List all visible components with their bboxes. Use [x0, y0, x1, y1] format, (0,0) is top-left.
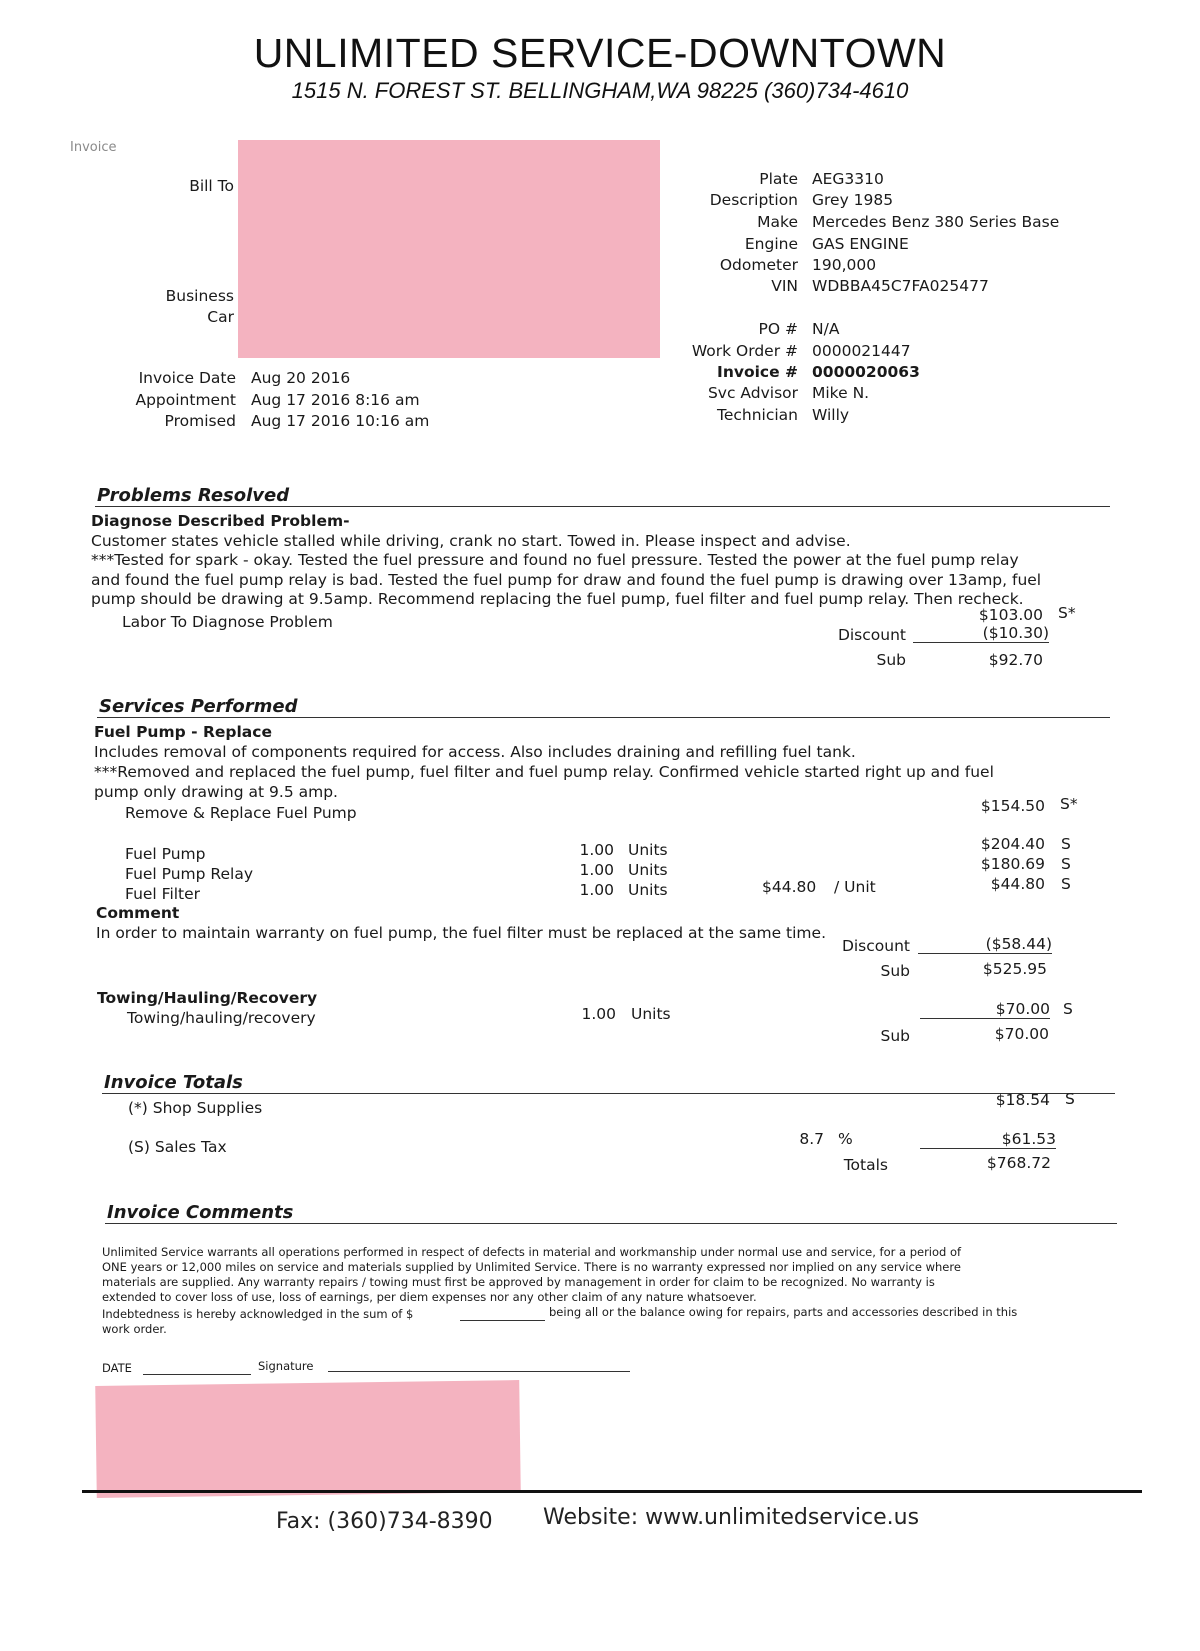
problems-item-title: Diagnose Described Problem-	[91, 512, 350, 530]
problems-rule	[95, 506, 1110, 507]
car-label: Car	[207, 308, 234, 326]
part-unit-price: $44.80	[762, 878, 817, 896]
comments-title: Invoice Comments	[107, 1202, 294, 1223]
part-units: Units	[628, 881, 668, 899]
indebtedness-amount-blank[interactable]	[460, 1320, 545, 1321]
services-item-title: Fuel Pump - Replace	[94, 723, 272, 741]
towing-sub: $70.00	[994, 1025, 1049, 1043]
footer-website[interactable]: Website: www.unlimitedservice.us	[543, 1505, 920, 1530]
technician-value: Willy	[812, 406, 850, 424]
signature-field[interactable]	[328, 1371, 630, 1372]
sales-tax-label: (S) Sales Tax	[128, 1138, 227, 1156]
comments-rule	[105, 1223, 1117, 1224]
plate-value: AEG3310	[812, 170, 884, 188]
part-name: Fuel Pump Relay	[125, 865, 254, 883]
problems-labor-amount: $103.00	[978, 606, 1043, 624]
part-code: S	[1061, 835, 1071, 853]
promised-value: Aug 17 2016 10:16 am	[251, 412, 430, 430]
part-code: S	[1061, 875, 1071, 893]
part-amount: $180.69	[980, 855, 1045, 873]
services-discount: ($58.44)	[918, 935, 1052, 954]
services-line-1: Includes removal of components required for access. Also includes draining and refilling fuel tank.	[94, 743, 856, 761]
problems-title: Problems Resolved	[97, 485, 290, 506]
part-amount: $44.80	[990, 875, 1045, 893]
services-title: Services Performed	[99, 696, 298, 717]
engine-value: GAS ENGINE	[812, 235, 909, 253]
services-line-2: ***Removed and replaced the fuel pump, fuel filter and fuel pump relay. Confirmed vehicle started right up and fuel	[94, 763, 994, 781]
towing-qty: 1.00	[581, 1005, 616, 1023]
services-discount-label: Discount	[841, 937, 910, 955]
redacted-customer-info	[238, 140, 660, 358]
date-field[interactable]	[143, 1374, 251, 1375]
warranty-line-4: extended to cover loss of use, loss of earnings, per diem expenses nor any other claim of any nature whatsoever.	[102, 1290, 757, 1304]
towing-amount: $70.00	[920, 1000, 1050, 1019]
business-label: Business	[165, 287, 234, 305]
warranty-line-1: Unlimited Service warrants all operations performed in respect of defects in material and workmanship under normal use and service, for a period of	[102, 1245, 962, 1259]
advisor-value: Mike N.	[812, 384, 870, 402]
invoice-date-label: Invoice Date	[138, 369, 236, 387]
bill-to-label: Bill To	[189, 177, 234, 195]
date-label: DATE	[102, 1361, 132, 1375]
part-amount: $204.40	[980, 835, 1045, 853]
part-per-unit: / Unit	[834, 878, 876, 896]
doc-label: Invoice	[70, 140, 117, 155]
totals-title: Invoice Totals	[104, 1072, 243, 1093]
work-order-value: 0000021447	[812, 342, 911, 360]
description-value: Grey 1985	[812, 191, 894, 209]
company-address: 1515 N. FOREST ST. BELLINGHAM,WA 98225 (360)734-4610	[291, 78, 909, 103]
odometer-value: 190,000	[812, 256, 877, 274]
services-sub: $525.95	[982, 960, 1047, 978]
towing-code: S	[1063, 1000, 1073, 1018]
comment-label: Comment	[96, 904, 180, 922]
advisor-label: Svc Advisor	[707, 384, 798, 402]
sales-tax-amount: $61.53	[920, 1130, 1056, 1149]
vin-label: VIN	[771, 277, 798, 295]
problems-line-1: Customer states vehicle stalled while driving, crank no start. Towed in. Please inspect and advise.	[91, 532, 851, 550]
shop-supplies-label: (*) Shop Supplies	[128, 1099, 263, 1117]
problems-line-3: and found the fuel pump relay is bad. Tested the fuel pump for draw and found the fuel pump is drawing over 13amp, fuel	[91, 571, 1042, 589]
po-label: PO #	[758, 320, 798, 338]
towing-desc: Towing/hauling/recovery	[127, 1009, 316, 1027]
po-value: N/A	[812, 320, 840, 338]
warranty-line-2: ONE years or 12,000 miles on service and materials supplied by Unlimited Service. There is no warranty expressed nor implied on any service where	[102, 1260, 961, 1274]
part-name: Fuel Pump	[125, 845, 206, 863]
part-name: Fuel Filter	[125, 885, 201, 903]
problems-labor-desc: Labor To Diagnose Problem	[122, 613, 333, 631]
towing-title: Towing/Hauling/Recovery	[97, 989, 318, 1007]
problems-line-2: ***Tested for spark - okay. Tested the fuel pressure and found no fuel pressure. Tested the power at the fuel pump relay	[91, 551, 1019, 569]
totals-amount: $768.72	[986, 1154, 1051, 1172]
vin-value: WDBBA45C7FA025477	[812, 277, 989, 295]
comment-text: In order to maintain warranty on fuel pump, the fuel filter must be replaced at the same time.	[96, 924, 826, 942]
sales-tax-rate: 8.7	[799, 1130, 824, 1148]
part-qty: 1.00	[579, 861, 614, 879]
services-rule	[97, 717, 1110, 718]
indebtedness-text-b: being all or the balance owing for repairs, parts and accessories described in this	[549, 1305, 1018, 1319]
odometer-label: Odometer	[719, 256, 798, 274]
invoice-date-value: Aug 20 2016	[251, 369, 351, 387]
part-code: S	[1061, 855, 1071, 873]
shop-supplies-amount: $18.54	[995, 1091, 1050, 1109]
services-labor-desc: Remove & Replace Fuel Pump	[125, 804, 357, 822]
appointment-label: Appointment	[135, 391, 236, 409]
problems-discount-label: Discount	[837, 626, 906, 644]
footer-fax: Fax: (360)734-8390	[276, 1509, 493, 1534]
technician-label: Technician	[717, 406, 798, 424]
invoice-number-label: Invoice #	[717, 363, 798, 381]
problems-line-4: pump should be drawing at 9.5amp. Recommend replacing the fuel pump, fuel filter and fuel pump relay. Then recheck.	[91, 590, 1024, 608]
company-name: UNLIMITED SERVICE-DOWNTOWN	[253, 30, 947, 76]
part-units: Units	[628, 861, 668, 879]
make-value: Mercedes Benz 380 Series Base	[812, 213, 1060, 231]
warranty-line-3: materials are supplied. Any warranty repairs / towing must first be approved by management in order for claim to be recognized. No warranty is	[102, 1275, 935, 1289]
totals-label: Totals	[843, 1156, 888, 1174]
promised-label: Promised	[164, 412, 236, 430]
indebtedness-text-a: Indebtedness is hereby acknowledged in the sum of $	[102, 1307, 414, 1321]
redacted-signature	[95, 1380, 521, 1498]
part-units: Units	[628, 841, 668, 859]
work-order-label: Work Order #	[691, 342, 798, 360]
invoice-number-value: 0000020063	[812, 363, 920, 381]
part-qty: 1.00	[579, 841, 614, 859]
footer-rule	[82, 1490, 1142, 1493]
indebtedness-text-c: work order.	[102, 1322, 167, 1336]
engine-label: Engine	[744, 235, 798, 253]
problems-sub: $92.70	[988, 651, 1043, 669]
plate-label: Plate	[759, 170, 798, 188]
sales-tax-pct: %	[838, 1130, 853, 1148]
services-line-3: pump only drawing at 9.5 amp.	[94, 783, 338, 801]
description-label: Description	[709, 191, 798, 209]
services-labor-code: S*	[1060, 795, 1078, 813]
make-label: Make	[757, 213, 798, 231]
towing-units: Units	[631, 1005, 671, 1023]
problems-discount: ($10.30)	[913, 624, 1049, 643]
part-qty: 1.00	[579, 881, 614, 899]
services-labor-amount: $154.50	[980, 797, 1045, 815]
problems-labor-code: S*	[1058, 604, 1076, 622]
services-sub-label: Sub	[880, 962, 910, 980]
appointment-value: Aug 17 2016 8:16 am	[251, 391, 420, 409]
shop-supplies-code: S	[1065, 1090, 1075, 1108]
signature-label: Signature	[258, 1359, 314, 1373]
problems-sub-label: Sub	[876, 651, 906, 669]
towing-sub-label: Sub	[880, 1027, 910, 1045]
